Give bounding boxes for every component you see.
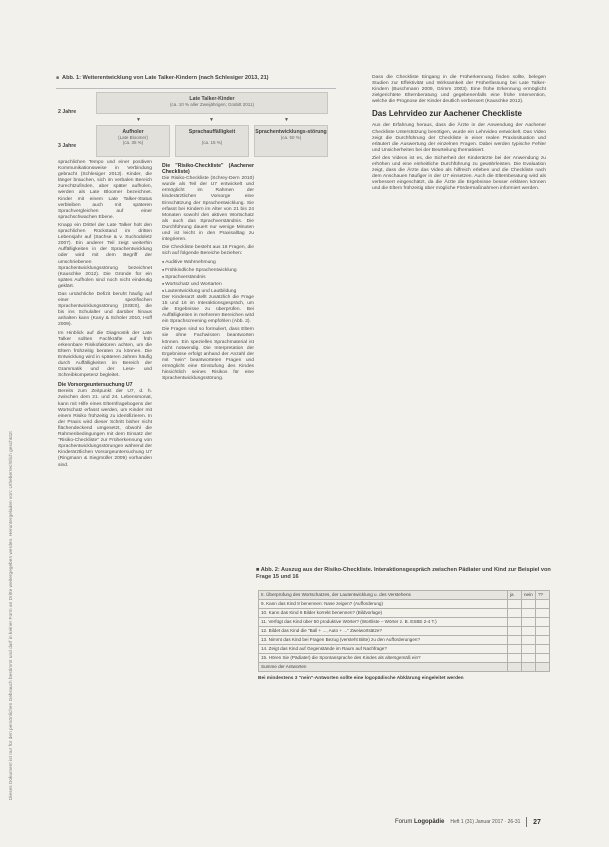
table-row: 15. Hören Sie (Pädiater) die Spontansprache des Kindes als altersgemäß ein?	[259, 654, 550, 663]
square-icon: ■	[256, 567, 261, 573]
arrow-down-icon: ▼	[136, 117, 141, 123]
column-3: Dass die Checkliste Eingang in die Früherkennung finden sollte, belegen Studien zur Effektivität und Wirksamkeit der Früherfassung bei Late Talker-Kindern (Buschmann 2009, Grimm 2003). Eine frühe Erkennung ermöglicht zielgerichtete Elternberatung und gegebenenfalls eine frühe Intervention, welche die Prognose der Kinder deutlich verbessert (Kauschke 2012). Das Lehrvideo zur Aachener Checkliste Aus der Erfahrung heraus, dass die Ärzte in der Anwendung der Aachener Checkliste Unterstützung benötigen, wurde ein Lehrvideo entwickelt. Das Video zeigt die Durchführung der Checkliste in einer realen Praxissituation und erläutert die Auswertung der einzelnen Fragen. Dabei werden typische Fehler und Unsicherheiten bei der Beurteilung thematisiert. Ziel des Videos ist es, die Sicherheit der Kinderärzte bei der Anwendung zu erhöhen und eine einheitliche Durchführung zu gewährleisten. Die Evaluation zeigt, dass die Ärzte das Video als hilfreich erleben und die Checkliste nach dem Anschauen häufiger in der U7 einsetzen. Auch die Elternberatung wird als verbessert eingeschätzt, da die Ärzte die Ergebnisse besser erklären können und die Eltern frühzeitig über mögliche Fördermaßnahmen informiert werden.	[372, 75, 546, 192]
table-row: 11. Verfügt das Kind über 50 produktive Wörter? (Wortliste – Wörter z. B. ESBE 2-4 T.)	[259, 618, 550, 627]
figure-1	[56, 75, 336, 159]
divider	[526, 817, 527, 827]
heading-checkliste: Die "Risiko-Checkliste" (Aachener Checkliste)	[162, 163, 254, 176]
list-item: ■ Frühkindliche Sprachentwicklung	[162, 267, 254, 274]
checklist-table	[258, 590, 550, 672]
issue-info: Heft 1 (31) Januar 2017 · 26-31	[450, 819, 521, 825]
list-item: ■ Auditive Wahrnehmung	[162, 259, 254, 266]
journal-brand: Forum Logopädie	[395, 819, 445, 825]
arrow-down-icon: ▼	[209, 117, 214, 123]
table-row: 14. Zeigt das Kind auf Gegenstände im Raum auf Nachfrage?	[259, 645, 550, 654]
sses-box: Sprachentwicklungs-störung (ca. 50 %)	[254, 125, 328, 157]
age-2-label: 2 Jahre	[58, 109, 77, 115]
table-row: 13. Nimmt das Kind bei Fragen Bezug (versteht Bitte) zu den Aufforderungen?	[259, 636, 550, 645]
sum-row: Summe der Antworten	[259, 663, 550, 672]
list-item: ■ Sprachverständnis	[162, 274, 254, 281]
table-row: 9. Kann das Kind 8 benennen: Nase zeigen? (Aufforderung)	[259, 600, 550, 609]
sprachauffaelligkeit-box: Sprachauffälligkeit (ca. 15 %)	[175, 125, 249, 157]
checklist-areas	[162, 259, 254, 294]
column-1: sprachlichen Tempo und einer positiven Kommunikationsweise in Verbindung gebracht (Schlesiger 2013). Kinder, die länger brauchen, sich im verbalen Bereich zurechtzufinden, aber später aufholen, werden als Late Bloomer bezeichnet. Kinder mit einem Late Talker-Status verbleiben auch mit späteren Sprachvergleichen auf einer sprachschwachen Ebene. Knapp ein Drittel der Late Talker holt den sprachlichen Rückstand im dritten Lebensjahr auf (Sachse & v. Suchodoletz 2007). Ein anderer Teil zeigt weiterhin Auffälligkeiten in der Sprachentwicklung oder wird mit dem Begriff der umschriebenen Sprachentwicklungsstörung bezeichnet (Kauschke 2012). Die Gründe für ein spätes Aufholen sind noch nicht eindeutig geklärt. Das ursächliche Defizit beruht häufig auf einer spezifischen Sprachentwicklungsstörung (SSES), die bis ins Schulalter und darüber hinaus anhalten kann (Kany & Schöler 2010, Hoff 2009). Im Hinblick auf die Diagnostik der Late Talker sollten Fachkräfte auf früh erkennbare Risikofaktoren achten, um die Eltern frühzeitig beraten zu können. Die Entwicklung wird in späteren Jahren häufig durch Auffälligkeiten im Bereich der Grammatik und der Lese- und Schreibkompetenz begleitet. Die Vorsorgeuntersuchung U7 Bereits zum Zeitpunkt der U7, d. h. zwischen dem 21. und 24. Lebensmonat, kann mit Hilfe eines Elternfragebogens der Wortschatz erfasst werden, um Kinder mit einem Risiko frühzeitig zu identifizieren. In der Praxis wird dieser Schritt bisher nicht flächendeckend umgesetzt, obwohl die Rahmenbedingungen mit dem Einsatz der "Risiko-Checkliste" zur Früherkennung von Sprachentwicklungsstörungen während der Kinderärztlichen Vorsorgeuntersuchung U7 (Ringmann & Siegmüller 2009) vorhanden sind.	[58, 160, 152, 468]
figure-2-note: Bei mindestens 3 "nein"-Antworten sollte eine logopädische Abklärung eingeleitet werden	[258, 676, 464, 681]
column-2: Die "Risiko-Checkliste" (Aachener Checkliste) Die Risiko-Checkliste (Schrey-Dern 2010) wurde als Teil der U7 entwickelt und ermöglicht im Rahmen der kinderärztlichen Vorsorge eine Einschätzung der Sprachentwicklung. Sie erfasst bei Kindern im Alter von 21 bis 24 Monaten sowohl den aktiven Wortschatz als auch das Sprachverständnis. Die Durchführung dauert nur wenige Minuten und ist leicht in den Praxisalltag zu integrieren. Die Checkliste besteht aus 16 Fragen, die sich auf folgende Bereiche beziehen: ■ Auditive Wahrnehmung ■ Frühkindliche Sprachentwicklung ■ Sprachverständnis ■ Wortschatz und Wortarten ■ Lautentwicklung und Lautbildung Der Kinderarzt stellt zusätzlich die Frage 15 und 16 im Interaktionsgespräch, um die Ergebnisse zu überprüfen. Bei Auffälligkeiten in mehreren Bereichen wird ein Sprachscreening empfohlen (Abb. 2). Die Fragen sind so formuliert, dass Eltern sie ohne Fachwissen beantworten können. Ein spezielles Sprachmaterial ist nicht notwendig. Die Interpretation der Ergebnisse erfolgt anhand der Anzahl der mit "nein" beantworteten Fragen und ermöglicht eine Einstufung des Kindes hinsichtlich seines Risikos für eine Sprachentwicklungsstörung.	[162, 160, 254, 384]
square-icon: ■	[56, 75, 60, 81]
late-talker-box: Late Talker-Kinder (ca. 10 % aller Zweijährigen; Grabitt 2011)	[96, 92, 328, 114]
figure-2-title: ■ Abb. 2: Auszug aus der Risiko-Checkliste. Interaktionsgespräch zwischen Pädiater und Kind zur Beispiel von Frage 15 und 16	[256, 567, 551, 580]
table-header-row: II. Überprüfung des Wortschatzes, der Lautentwicklung u. des Verstehens ja nein ??	[259, 591, 550, 600]
figure-1-title: Abb. 1: Weiterentwicklung von Late Talker-Kindern (nach Schlesiger 2013, 21)	[62, 75, 269, 81]
figure-2	[258, 590, 550, 681]
age-3-label: 3 Jahre	[58, 143, 77, 149]
page-footer	[395, 817, 541, 827]
page-number: 27	[533, 818, 541, 826]
late-talker-tree	[56, 87, 336, 159]
table-row: 10. Kann das Kind 6 Bilder korrekt benennen? (Bildvorlage)	[259, 609, 550, 618]
heading-lehrvideo: Das Lehrvideo zur Aachener Checkliste	[372, 109, 522, 119]
copyright-sidebar-note: Dieses Dokument ist nur für den persönlichen Gebrauch bestimmt und darf in keiner Form an Dritte weitergegeben werden. Heruntergeladen von: Urheberrechtlich geschützt	[8, 431, 13, 800]
list-item: ■ Wortschatz und Wortarten	[162, 281, 254, 288]
arrow-down-icon: ▼	[284, 117, 289, 123]
list-item: ■ Lautentwicklung und Lautbildung	[162, 288, 254, 295]
late-bloomer-box: Aufholer (Late Bloomer) (ca. 35 %)	[96, 125, 170, 157]
heading-vorsorge: Die Vorsorgeuntersuchung U7	[58, 382, 133, 389]
table-row: 12. Bildet das Kind die "Ball + ..., Auto + ..." Zweiwortsätze?	[259, 627, 550, 636]
